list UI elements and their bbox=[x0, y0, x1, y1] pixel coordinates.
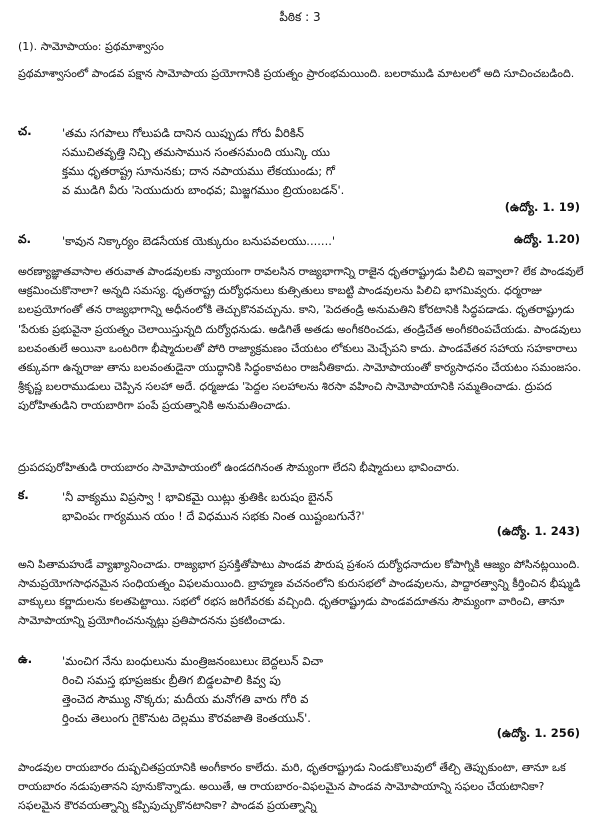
page-header: పీఠిక : 3 bbox=[279, 10, 321, 24]
verse1-line: సముచితవృత్తి నిచ్చి తమసామున సంతసమంది యున్కి యు bbox=[62, 145, 331, 159]
verse3-line: 'నీ వాక్యము విప్రస్వా ! భావికమై యిట్లు శ్రుతికిఁ బరుషం బైనన్ bbox=[62, 490, 333, 504]
verse4-line: త్తెంచెద సౌమ్యు నొక్కరు; మదీయ మనోగతి వారు గోరి వ bbox=[62, 692, 309, 706]
verse2-line: 'కావున నిక్కార్యం బెడసేయక యెక్కురుం బనుపవలయు.......' bbox=[62, 234, 336, 248]
verse1-line: క్తము ధృతరాష్ట్ర సూనునకు; దాన నపాయము లేకయుండు; గో bbox=[62, 164, 335, 178]
paragraph-intro: ప్రథమాశ్వాసంలో పాండవ పక్షాన సామోపాయ ప్రయోగానికి ప్రయత్నం ప్రారంభమయింది. బలరాముడి మాటలలో అది సూచించబడింది. bbox=[18, 67, 575, 80]
verse3-tag: క. bbox=[18, 488, 29, 502]
paragraph-envoy: ద్రుపదపురోహితుడి రాయబారం సామోపాయంలో ఉండదగినంత సౌమ్యంగా లేదని భీష్మాదులు భావించారు. bbox=[18, 461, 460, 474]
verse1-reference: (ఉద్యో. 1. 19) bbox=[504, 200, 580, 214]
paragraph-response: అని పితామహుడే వ్యాఖ్యానించాడు. రాజ్యభాగ ప్రసక్తితోపాటు పాండవ పౌరుష ప్రశంస దుర్యోధనాదుల కోపాగ్నికి ఆజ్యం పోసినట్లయింది. సామప్రయోగసాధనమైన సంధియత్నం విఫలమయింది. బ్రాహ్మణ వచనంలోని కురుసభలో పాండవులను, పాద్దారత్వాన్ని కీర్తించిన భీష్ముడి వాక్కులు కర్ణాదులను కలతపెట్టాయి. సభలో రభస జరిగేవరకు వచ్చింది. ధృతరాష్ట్రుడు పాండవదూతను సౌమ్యంగా వారించి, తానూ సామోపాయాన్ని ప్రయోగించనున్నట్లు ప్రతిపాదనను ప్రకటించాడు. bbox=[18, 558, 581, 627]
verse2-tag: వ. bbox=[18, 232, 32, 246]
verse4-line: ర్తించు తెలుంగు గైకొనుట దెల్లము కౌరవజాతి కెంతయున్'. bbox=[62, 711, 311, 725]
verse3-line: భావింపఁ గార్యమున యం ! దే విధమున సభకు నింత యిష్టంబగునే?' bbox=[62, 509, 365, 523]
paragraph-context: అరణ్యాజ్ఞాతవాసాల తరువాత పాండవులకు న్యాయంగా రావలసిన రాజ్యభాగాన్ని రాజైన ధృతరాష్ట్రుడు పిలిచి ఇవ్వాలా? లేక పాండవులే ఆక్రమించుకొనాలా? అన్నది సమస్య. ధృతరాష్ట్ర దుర్యోధనులు కుత్సితులు కాబట్టి పాండవులను పిలిచి భాగమివ్వరు. ధర్మరాజు బలప్రయోగంతో తన రాజ్యభాగాన్ని అధీనంలోకి తెచ్చుకొనవచ్చును. కాని, 'పెదతండ్రి అనుమతిని కోరటానికి సిద్ధపడాడు. ధృతరాష్ట్రుడు 'పేరుకు ప్రభువైనా ప్రయత్నం చెలాయిస్తున్నది దుర్యోధనుడు. అడిగితే అతడు అంగీకరించడు, తండ్రిచేత అంగీకరింపచేయడు. పాండవులు బలవంతులే అయినా ఒంటరిగా భీష్మాదులతో పోరి రాజ్యాక్రమణం చేయటం లోకులు మెచ్చేపని కాదు. పాండవేతర సహాయ సహకారాలు తక్కువగా ఉన్నరాజు తాను బలవంతుడైనా యుద్ధానికి సిద్ధంకావటం రాజనీతికాదు. సామోపాయంతో కార్యసాధనం చేయటం సమంజసం. శ్రీకృష్ణ బలరాముడులు చెప్పిన సలహా అదే. ధర్మజుడు 'పెద్దల సలహాలను శిరసా వహించి సామోపాయానికి సమ్మతించాడు. ద్రుపద పురోహితుడిని రాయబారిగా పంపే ప్రయత్నానికి అనుమతించాడు. bbox=[18, 265, 584, 413]
verse4-tag: ఉ. bbox=[18, 652, 33, 666]
verse2-reference: ఉద్యో. 1.20) bbox=[514, 232, 580, 246]
verse4-reference: (ఉద్యో. 1. 256) bbox=[496, 726, 580, 740]
verse4-line: రించి సమస్త భూప్రజకుఁ బ్రీతిగ బిడ్డలపాలి కివ్వ పు bbox=[62, 673, 281, 687]
verse1-tag: చ. bbox=[18, 124, 32, 138]
verse1-line: 'తమ సగపాలు గోలుపడి దానిన యిప్పుడు గోరు వీరికిన్ bbox=[62, 126, 304, 140]
section-title: (1). సామోపాయం: ప్రథమాశ్వాసం bbox=[18, 40, 164, 53]
verse3-reference: (ఉద్యో. 1. 243) bbox=[496, 524, 580, 538]
verse1 bbox=[62, 124, 582, 200]
paragraph-closing: పాండవుల రాయబారం దుష్పచితప్రయానికి అంగీకారం కాలేదు. మరి, ధృతరాష్ట్రుడు నిండుకొలువులో తేల్చి తెప్పుకుంటా, తానూ ఒక రాయబారం నడుపుతానని పూనుకొన్నాడు. అయితే, ఆ రాయబారం-విఫలమైన పాండవ సామోపాయాన్ని సఫలం చేయటానికా? సఫలమైన కౌరవయత్నాన్ని కప్పిపుచ్చుకొనటానికా? పాండవ ప్రయత్నాన్ని bbox=[18, 761, 566, 812]
verse4-line: 'మంచిగ నేను బంధులును మంత్రిజనంబులుఁ బెద్దలున్ విచా bbox=[62, 654, 324, 668]
verse4 bbox=[62, 652, 582, 728]
verse3 bbox=[62, 488, 472, 526]
verse1-line: వ ముడిగి వీరు 'సెయుదురు బాంధవ; మిజ్జగముం బ్రియంబడన్'. bbox=[62, 183, 345, 197]
